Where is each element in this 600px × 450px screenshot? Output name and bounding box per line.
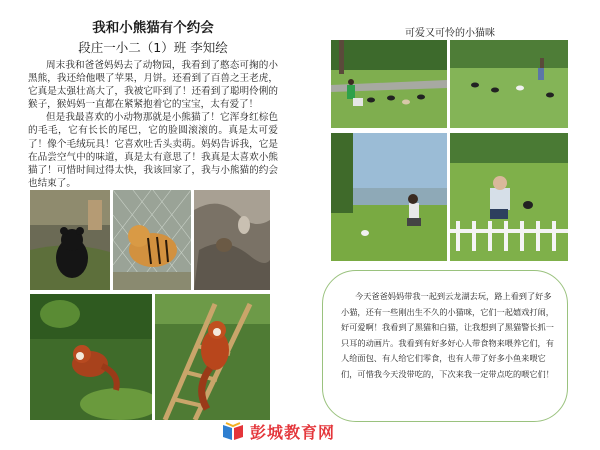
article-paragraph-2: 但是我最喜欢的小动物那就是小熊猫了！它浑身红棕色的毛毛，它有长长的尾巴，它的脸圆滚滚的。真是太可爱了！像个毛绒玩具！它喜欢吐舌头卖萌。妈妈告诉我，它是在品尝空气中的味道，真是太有意思了！我真是太喜欢小熊猫了！可惜时间过得太快，我该回家了，我与小熊猫的约会也结束了。: [28, 112, 278, 189]
red-panda-photo-1: [30, 294, 152, 420]
article-subtitle: 段庄一小二（1）班 李知绘: [78, 40, 228, 55]
article-column: [28, 20, 278, 190]
rock-monkey-photo: [194, 190, 270, 290]
right-title: 可爱又可怜的小猫咪: [405, 28, 495, 39]
footer-logo-text: 彭城教育网: [250, 422, 336, 442]
red-panda-photo-2: [155, 294, 270, 420]
fence-cat-photo: [450, 133, 568, 261]
note-text: 今天爸爸妈妈带我一起到云龙湖去玩，路上看到了好多小猫，还有一些刚出生不久的小猫咪，它们一起嬉戏打闹，好可爱啊！我看到了黑猫和白猫，让我想到了黑猫警长抓一只耳的动画片。我看到有好多好心人带食物来喂养它们，有人给面包、有人给它们零食，也有人带了好多小鱼来喂它们，可惜我今天没带吃的，下次来我一定带点吃的喂它们！: [341, 291, 554, 379]
cats-park-photo-2: [450, 40, 568, 128]
tiger-photo: [113, 190, 191, 290]
article-paragraph-1: 周末我和爸爸妈妈去了动物园，我看到了憨态可掬的小黑熊，我还给他喂了苹果，月饼。还看到了百兽之王老虎，它真是太强壮高大了，我被它吓到了！还看到了聪明伶俐的猴子，猴妈妈一直都在紧紧抱着它的宝宝，太有爱了！: [28, 60, 278, 111]
article-title: 我和小熊猫有个约会: [92, 20, 214, 36]
footer-logo: [222, 418, 335, 444]
note-box: [322, 270, 568, 422]
bear-photo: [30, 190, 110, 290]
book-logo-icon: [222, 421, 244, 441]
cats-park-photo-1: [331, 40, 447, 128]
lake-cat-photo: [331, 133, 447, 261]
